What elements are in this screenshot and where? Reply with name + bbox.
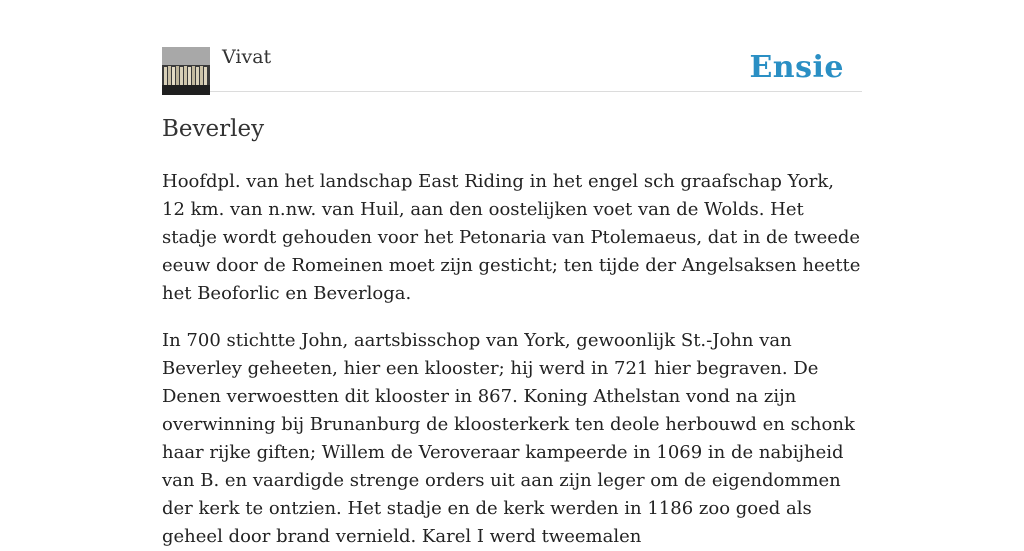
- author-name[interactable]: Vivat: [222, 46, 272, 68]
- article-header: [162, 0, 862, 92]
- bookshelf-icon: [162, 47, 210, 95]
- author-avatar[interactable]: [162, 47, 210, 95]
- article-paragraph-2: In 700 stichtte John, aartsbisschop van York, gewoonlijk St.-John van Beverley geheeten, hier een klooster; hij werd in 721 hier begraven. De Denen verwoestten dit klooster in 867. Koning Athelstan vond na zijn overwinning bij Brunanburg de kloosterkerk ten deole herbouwd en schonk haar rijke giften; Willem de Veroveraar kampeerde in 1069 in de nabijheid van B. en vaardigde strenge orders uit aan zijn leger om de eigendommen der kerk te ontzien. Het stadje en de kerk werden in 1186 zoo goed als geheel door brand vernield. Karel I werd tweemalen: [162, 330, 855, 547]
- article-paragraph-1: Hoofdpl. van het landschap East Riding in het engel sch graafschap York, 12 km. van n.nw. van Huil, aan den oostelijken voet van de Wolds. Het stadje wordt gehouden voor het Petonaria van Ptolemaeus, dat in de tweede eeuw door de Romeinen moet zijn gesticht; ten tijde der Angelsaksen heette het Beoforlic en Beverloga.: [162, 171, 861, 304]
- brand-logo[interactable]: Ensie: [749, 50, 844, 85]
- article-page: [162, 0, 862, 547]
- article-title: Beverley: [162, 116, 265, 142]
